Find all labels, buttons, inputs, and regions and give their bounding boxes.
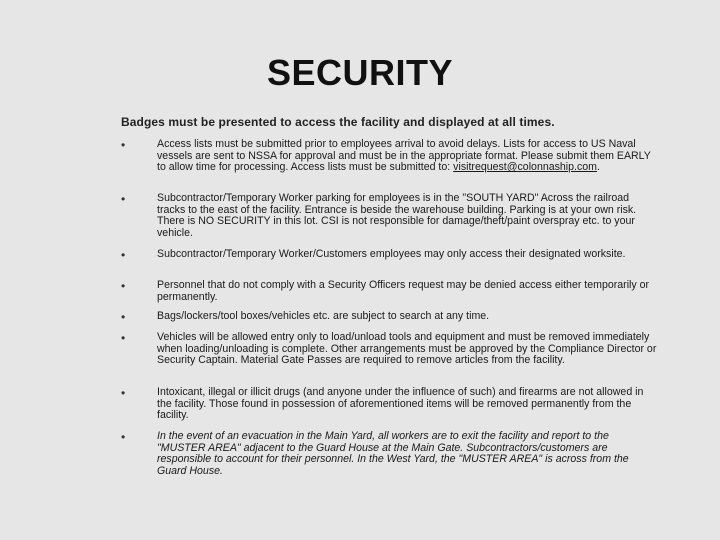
list-item-text: Intoxicant, illegal or illicit drugs (and anyone under the influence of such) and firearms are not allowed in the facility. Those found in possession of aforementioned items will be removed permanently from the facility. (157, 386, 644, 421)
list-item-text: Vehicles will be allowed entry only to load/unload tools and equipment and must be removed immediately when loading/unloading is complete. Other arrangements must be approved by the Compliance Director or Security Captain. Material Gate Passes are required to remove articles from the facility. (157, 331, 657, 366)
list-item-text: Personnel that do not comply with a Security Officers request may be denied access either temporarily or permanently. (157, 279, 650, 303)
page-title: SECURITY (266, 52, 454, 93)
list-item-text: Access lists must be submitted prior to employees arrival to avoid delays. Lists for access to US Naval vessels are sent to NSSA for approval and must be in the appropriate format. Please submit them EARLY to allow time for processing. Access lists must be submitted to: visitrequest@colonnaship.com. (157, 138, 651, 173)
list-item-text: In the event of an evacuation in the Main Yard, all workers are to exit the facility and report to the "MUSTER AREA" adjacent to the Guard House at the Main Gate. Subcontractors/customers are responsible to account for their personnel. In the West Yard, the "MUSTER AREA" is across from the Guard House. (157, 430, 629, 477)
bullet-icon: • (121, 279, 126, 293)
list-item-text: Subcontractor/Temporary Worker/Customers employees may only access their designated worksite. (157, 248, 626, 260)
email-link[interactable]: visitrequest@colonnaship.com (453, 161, 598, 173)
list-item-text: Bags/lockers/tool boxes/vehicles etc. are subject to search at any time. (157, 310, 490, 322)
bullet-icon: • (121, 430, 126, 444)
bullet-icon: • (121, 310, 126, 324)
bullet-icon: • (121, 331, 126, 345)
bullet-icon: • (121, 386, 126, 400)
bullet-icon: • (121, 192, 126, 206)
list-item-text: Subcontractor/Temporary Worker parking for employees is in the "SOUTH YARD" Across the railroad tracks to the east of the facility. Entrance is beside the warehouse building. Parking is at your own risk. There is NO SECURITY in this lot. CSI is not responsible for damage/theft/paint overspray etc. to your vehicle. (157, 192, 637, 239)
bullet-icon: • (121, 138, 126, 152)
bullet-icon: • (121, 248, 126, 262)
intro-text: Badges must be presented to access the facility and displayed at all times. (121, 115, 555, 129)
